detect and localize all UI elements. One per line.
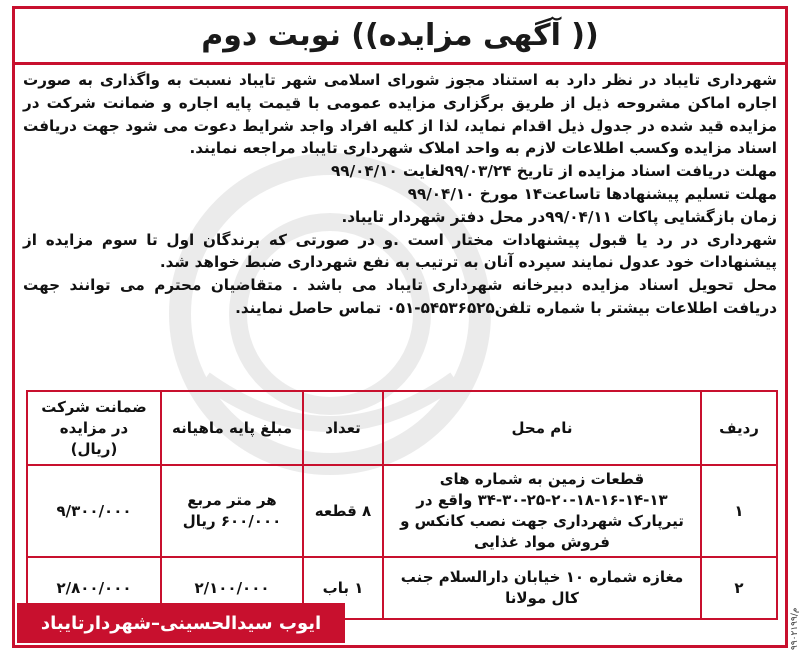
docs-deadline: مهلت دریافت اسناد مزایده از تاریخ ۹۹/۰۳/۲۴لغایت ۹۹/۰۴/۱۰ [331, 162, 777, 181]
signature-banner: ایوب سیدالحسینی–شهردارتایباد [17, 603, 345, 643]
header-location: نام محل [383, 391, 701, 465]
ad-body [23, 69, 777, 320]
row-guarantee: ۹/۳۰۰/۰۰۰ [27, 465, 161, 557]
header-row-number: ردیف [701, 391, 777, 465]
intro-paragraph [23, 69, 777, 160]
table-header-row [27, 391, 777, 465]
organization-name: شهرداری تایباد [663, 71, 777, 89]
intro-text: در نظر دارد به استناد مجوز شورای اسلامی شهر تایباد نسبت به واگذاری به صورت اجاره اماکن مشروحه ذیل از طریق برگزاری مزایده عمومی با قیمت پایه اجاره و ضمانت شرکت در مزایده قید شده در جدول ذیل اقدام نماید، لذا از کلیه افراد واجد شرایط دعوت می شود جهت دریافت اسناد مزایده وکسب اطلاعات لازم به واحد املاک شهرداری تایباد مراجعه نمایند. [23, 71, 777, 158]
rights-clause: شهرداری در رد یا قبول پیشنهادات مختار است .و در صورتی که برندگان اول تا سوم مزایده از پیشنهادات خود عدول نمایند سپرده آنان به ترتیب به نفع شهرداری ضبط خواهد شد. [23, 230, 777, 272]
table-row [27, 465, 777, 557]
row-base-price: هر متر مربع ۶۰۰/۰۰۰ ریال [161, 465, 303, 557]
opening-time: زمان بازگشایی پاکات ۹۹/۰۴/۱۱در محل دفتر شهردار تایباد. [341, 207, 777, 226]
row-base-price: ۲/۱۰۰/۰۰۰ [161, 557, 303, 619]
row-count: ۸ قطعه [303, 465, 383, 557]
row-number: ۲ [701, 557, 777, 619]
offers-deadline: مهلت تسلیم پیشنهادها تاساعت۱۴ مورخ ۹۹/۰۴/۱۰ [407, 184, 777, 203]
row-location: قطعات زمین به شماره های ۱۳-۱۴-۱۶-۱۸-۲۰-۲۵-۳۰-۳۴ واقع در تیرپارک شهرداری جهت نصب کانکس و فروش مواد غذایی [383, 465, 701, 557]
auction-items-table [26, 390, 778, 620]
ad-code: م/۹۹۰۲۱۹۹ [790, 607, 800, 650]
row-location: مغازه شماره ۱۰ خیابان دارالسلام جنب کال مولانا [383, 557, 701, 619]
header-base-price: مبلغ پایه ماهیانه [161, 391, 303, 465]
row-number: ۱ [701, 465, 777, 557]
row-guarantee: ۲/۸۰۰/۰۰۰ [27, 557, 161, 619]
header-count: تعداد [303, 391, 383, 465]
advertisement-frame [12, 6, 788, 648]
header-guarantee: ضمانت شرکت در مزایده (ریال) [27, 391, 161, 465]
row-count: ۱ باب [303, 557, 383, 619]
ad-header [15, 9, 785, 65]
ad-title: (( آگهی مزایده)) نوبت دوم [201, 18, 599, 53]
delivery-info: محل تحویل اسناد مزایده دبیرخانه شهرداری تایباد می باشد . متقاضیان محترم می توانند جهت دریافت اطلاعات بیشتر با شماره تلفن۵۴۵۳۶۵۲۵-۰۵۱ تماس حاصل نمایند. [23, 276, 777, 317]
